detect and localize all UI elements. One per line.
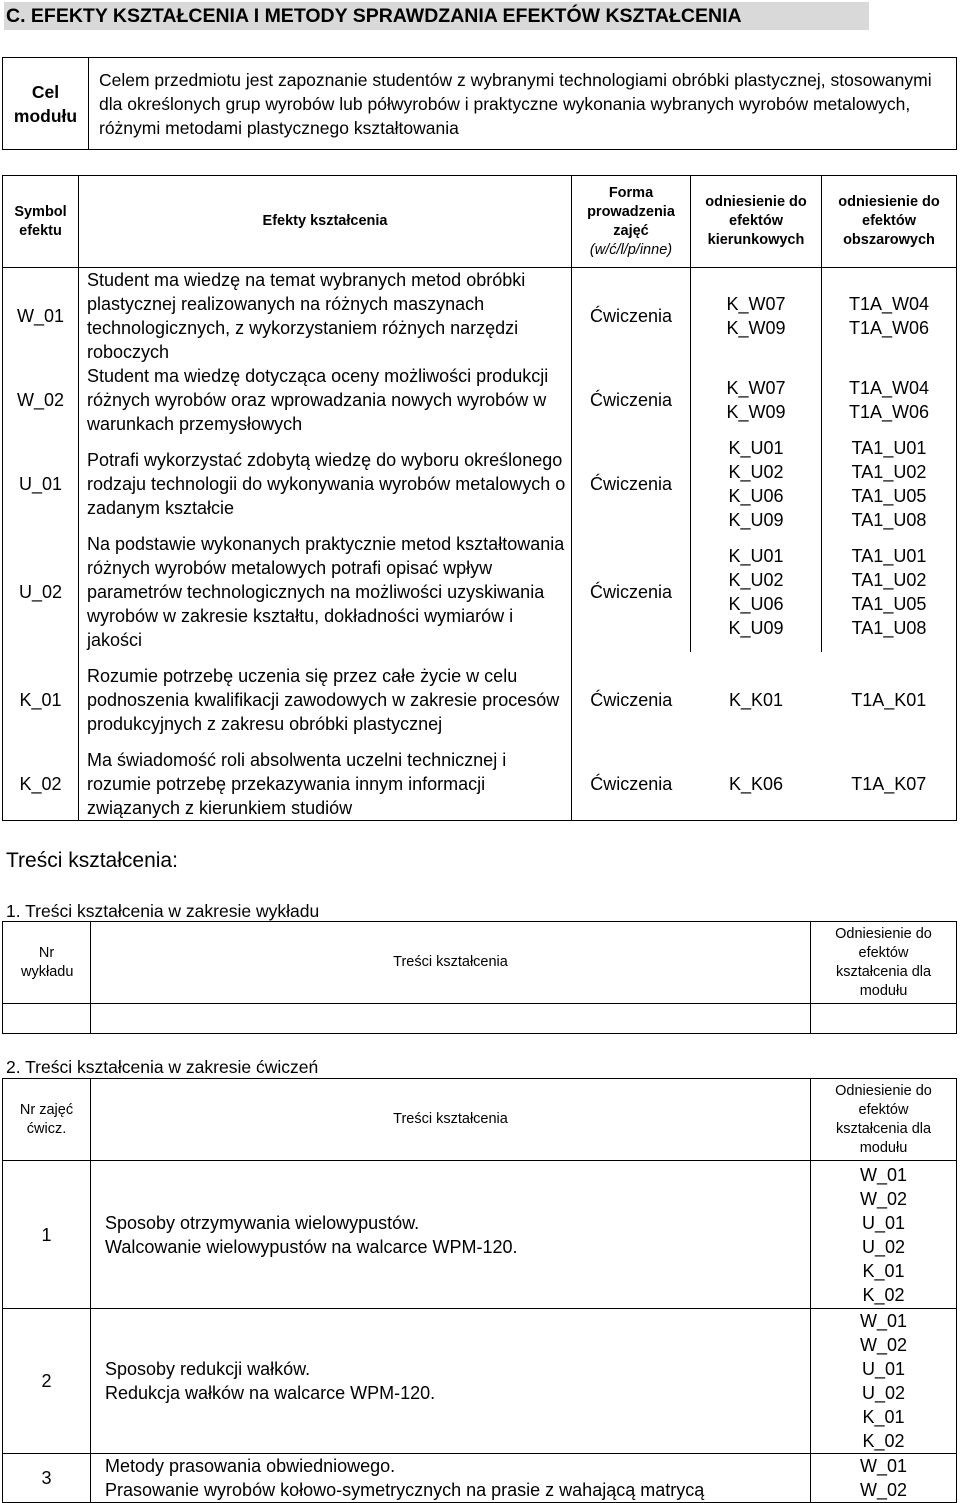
exercise-nr: 3 xyxy=(3,1454,91,1503)
lecture-header-nr: Nr wykładu xyxy=(3,922,91,1004)
lecture-table xyxy=(2,921,957,1034)
exercise-content: Sposoby otrzymywania wielowypustów. Walcowanie wielowypustów na walcarce WPM-120. xyxy=(91,1161,811,1309)
table-row xyxy=(3,1309,957,1454)
exercises-header-ref: Odniesienie do efektów kształcenia dla modułu xyxy=(811,1079,957,1161)
exercises-header-content: Treści kształcenia xyxy=(91,1079,811,1161)
effect-text: Rozumie potrzebę uczenia się przez całe życie w celu podnoszenia kwalifikacji zawodowych w zakresie procesów produkcyjnych z zakresu obróbki plastycznej xyxy=(79,652,572,748)
header-effect: Efekty kształcenia xyxy=(79,176,572,268)
effect-form: Ćwiczenia xyxy=(572,364,691,436)
effect-kier: K_W07 K_W09 xyxy=(691,364,822,436)
lecture-header-content: Treści kształcenia xyxy=(91,922,811,1004)
table-row xyxy=(3,652,957,748)
lecture-empty-cell xyxy=(91,1004,811,1034)
table-row xyxy=(3,1161,957,1309)
lecture-empty-cell xyxy=(811,1004,957,1034)
effect-form: Ćwiczenia xyxy=(572,652,691,748)
header-symbol: Symbol efektu xyxy=(3,176,79,268)
exercise-ref: W_01 W_02 xyxy=(811,1454,957,1503)
table-row xyxy=(3,268,957,365)
lecture-empty-cell xyxy=(3,1004,91,1034)
effect-form: Ćwiczenia xyxy=(572,268,691,365)
effect-kier: K_K01 xyxy=(728,690,784,710)
effect-text: Student ma wiedzę dotycząca oceny możliwości produkcji różnych wyrobów oraz wprowadzania nowych wyrobów w warunkach przemysłowych xyxy=(79,364,572,436)
exercise-content: Sposoby redukcji wałków. Redukcja wałków na walcarce WPM-120. xyxy=(91,1309,811,1454)
exercises-header-nr: Nr zajęć ćwicz. xyxy=(3,1079,91,1161)
effect-symbol: K_01 xyxy=(3,652,79,748)
effect-text: Potrafi wykorzystać zdobytą wiedzę do wyboru określonego rodzaju technologii do wykonywania wyrobów metalowych o zadanym kształcie xyxy=(79,436,572,532)
effect-text: Student ma wiedzę na temat wybranych metod obróbki plastycznej realizowanych na różnych maszynach technologicznych, z wykorzystaniem różnych narzędzi roboczych xyxy=(79,268,572,365)
effect-kier: K_U01 K_U02 K_U06 K_U09 xyxy=(691,436,822,532)
effect-obsz: T1A_W04 T1A_W06 xyxy=(822,364,957,436)
header-form xyxy=(572,176,691,268)
effect-kier: K_K06 xyxy=(691,748,822,821)
header-kier: odniesienie do efektów kierunkowych xyxy=(691,176,822,268)
effect-obsz: T1A_K07 xyxy=(822,748,957,821)
header-obsz: odniesienie do efektów obszarowych xyxy=(822,176,957,268)
effect-form: Ćwiczenia xyxy=(572,748,691,821)
lecture-subtitle: 1. Treści kształcenia w zakresie wykładu xyxy=(6,901,320,921)
exercises-subtitle: 2. Treści kształcenia w zakresie ćwiczeń xyxy=(6,1057,319,1077)
section-heading: C. EFEKTY KSZTAŁCENIA I METODY SPRAWDZANIA EFEKTÓW KSZTAŁCENIA xyxy=(4,2,869,30)
effect-obsz: TA1_U01 TA1_U02 TA1_U05 TA1_U08 xyxy=(822,532,957,652)
effects-table xyxy=(2,175,957,821)
effect-symbol: U_01 xyxy=(3,436,79,532)
effect-text: Na podstawie wykonanych praktycznie metod kształtowania różnych wyrobów metalowych potrafi opisać wpływ parametrów technologicznych na możliwości uzyskiwania wyrobów w zakresie kształtu, dokładności wymiarów i jakości xyxy=(79,532,572,652)
exercise-ref: W_01 W_02 U_01 U_02 K_01 K_02 xyxy=(811,1161,957,1309)
exercise-nr: 2 xyxy=(3,1309,91,1454)
effect-text: Ma świadomość roli absolwenta uczelni technicznej i rozumie potrzebę przekazywania innym informacji związanych z kierunkiem studiów xyxy=(79,748,572,821)
table-row xyxy=(3,436,957,532)
effect-symbol: W_01 xyxy=(3,268,79,365)
effect-symbol: K_02 xyxy=(3,748,79,821)
header-form-codes: (w/ć/l/p/inne) xyxy=(589,241,673,258)
table-row xyxy=(3,748,957,821)
effect-form: Ćwiczenia xyxy=(572,436,691,532)
tresci-title: Treści kształcenia: xyxy=(6,849,178,872)
table-row xyxy=(3,1454,957,1503)
header-form-main: Forma prowadzenia zajęć xyxy=(587,184,675,239)
effect-kier: K_W07 K_W09 xyxy=(691,268,822,365)
exercise-nr: 1 xyxy=(3,1161,91,1309)
effect-obsz: TA1_U01 TA1_U02 TA1_U05 TA1_U08 xyxy=(822,436,957,532)
effect-obsz: T1A_W04 T1A_W06 xyxy=(822,268,957,365)
lecture-header-ref: Odniesienie do efektów kształcenia dla modułu xyxy=(811,922,957,1004)
table-row xyxy=(3,364,957,436)
effect-symbol: U_02 xyxy=(3,532,79,652)
exercise-ref: W_01 W_02 U_01 U_02 K_01 K_02 xyxy=(811,1309,957,1454)
cel-text: Celem przedmiotu jest zapoznanie studentów z wybranymi technologiami obróbki plastycznej, stosowanymi dla określonych grup wyrobów lub półwyrobów i praktyczne wykonania wybranych wyrobów metalowych, różnymi metodami plastycznego kształtowania xyxy=(89,58,957,150)
exercises-table xyxy=(2,1078,957,1503)
table-row xyxy=(3,532,957,652)
effect-form: Ćwiczenia xyxy=(572,532,691,652)
effect-kier: K_U01 K_U02 K_U06 K_U09 xyxy=(691,532,822,652)
cel-label: Cel modułu xyxy=(3,58,89,150)
exercise-content: Metody prasowania obwiedniowego. Prasowanie wyrobów kołowo-symetrycznych na prasie z wahającą matrycą xyxy=(91,1454,811,1503)
effect-symbol: W_02 xyxy=(3,364,79,436)
effect-obsz: T1A_K01 xyxy=(822,652,957,748)
cel-table xyxy=(2,57,957,150)
